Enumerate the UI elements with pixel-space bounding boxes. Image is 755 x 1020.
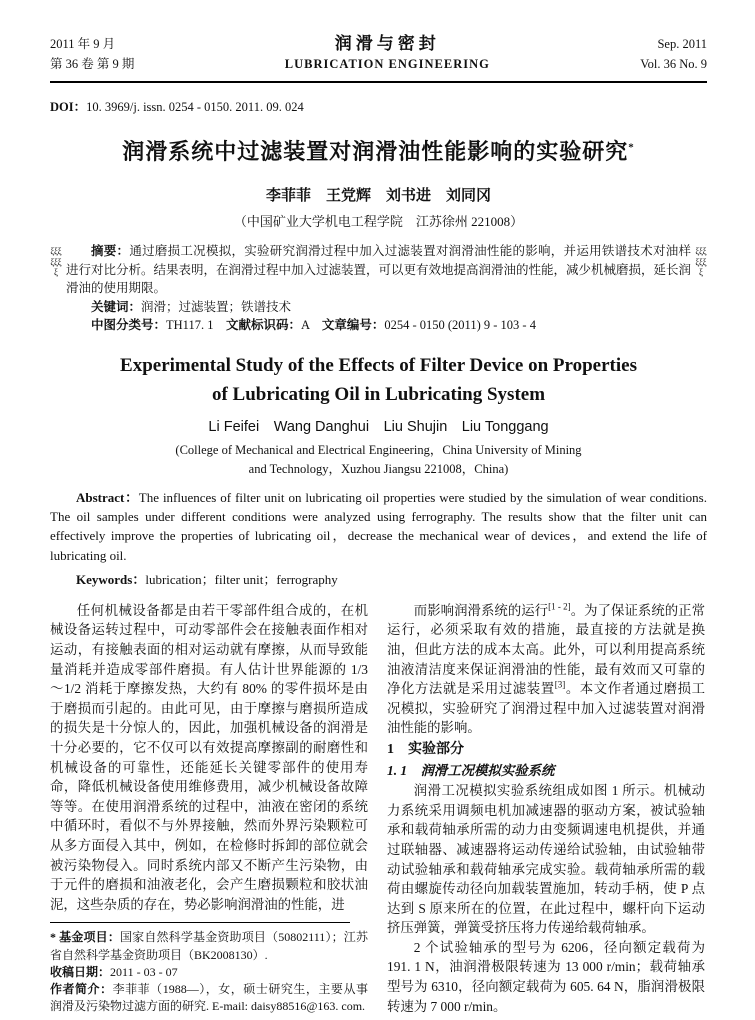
journal-date-cn: 2011 年 9 月 bbox=[50, 37, 116, 51]
footnote-bio bbox=[50, 981, 368, 1016]
article-title-en-line2: of Lubricating Oil in Lubricating System bbox=[211, 383, 546, 405]
decorative-squiggle-right-icon: ξξξξξξξ bbox=[695, 246, 707, 277]
abstract-paragraph-cn bbox=[66, 242, 691, 298]
keywords-text-cn: 润滑；过滤装置；铁谱技术 bbox=[141, 299, 292, 314]
article-id-value: 0254 - 0150 (2011) 9 - 103 - 4 bbox=[384, 318, 536, 333]
section-1-1-paragraph-2: 2 个试验轴承的型号为 6206，径向额定载荷为 191. 1 N，油润滑极限转速为 13 000 r/min；载荷轴承型号为 6310，径向额定载荷为 605. 64 N，脂润滑极限转速为 7 000 r/min。 bbox=[387, 939, 705, 1014]
journal-issue-en: Vol. 36 No. 9 bbox=[640, 57, 707, 71]
footnote-fund bbox=[50, 929, 368, 964]
body-text-a: 而影响润滑系统的运行 bbox=[413, 602, 549, 618]
body-text-b: 。为了保证系统的正常运行，必须采取有效的措施，最直接的方法就是换油，但此方法的成本太高。此外，可以利用提高系统油液清洁度来保证润滑油的性能，最有效而又可靠的净化方法就是采用过滤装置 bbox=[387, 602, 705, 697]
journal-issue-cn: 第 36 卷 第 9 期 bbox=[50, 57, 135, 71]
footnote-fund-label: * 基金项目： bbox=[50, 930, 121, 945]
article-id-label: 文章编号： bbox=[321, 318, 385, 333]
footnote-divider bbox=[50, 922, 350, 923]
abstract-label-en: Abstract： bbox=[76, 489, 139, 505]
keywords-label-cn: 关键词： bbox=[91, 299, 142, 314]
reference-citation-1: [1 - 2] bbox=[548, 601, 571, 612]
footnote-bio-label: 作者简介： bbox=[50, 982, 113, 997]
footnote-received-label: 收稿日期： bbox=[50, 964, 111, 979]
doc-code-label: 文献标识码： bbox=[225, 318, 301, 333]
authors-cn: 李菲菲 王党辉 刘书进 刘同冈 bbox=[265, 188, 491, 204]
abstract-block-en bbox=[50, 488, 707, 565]
footnote-received-value: 2011 - 03 - 07 bbox=[110, 964, 178, 979]
journal-header-right bbox=[640, 34, 707, 74]
journal-header-left bbox=[50, 34, 134, 74]
doi-label: DOI： bbox=[50, 100, 87, 114]
clc-value: TH117. 1 bbox=[166, 318, 226, 333]
journal-header-center bbox=[134, 34, 640, 74]
keywords-label-en: Keywords： bbox=[76, 571, 146, 587]
section-1-1-heading: 1. 1 润滑工况模拟实验系统 bbox=[387, 762, 555, 778]
keywords-line-en bbox=[50, 569, 707, 588]
journal-date-en: Sep. 2011 bbox=[657, 37, 707, 51]
article-title-cn bbox=[50, 135, 707, 166]
section-1-heading: 1 实验部分 bbox=[387, 741, 464, 757]
body-columns bbox=[50, 601, 707, 1016]
affiliation-en bbox=[50, 441, 707, 479]
section-1-1-paragraph-1: 润滑工况模拟实验系统组成如图 1 所示。机械动力系统采用调频电机加减速器的驱动方案，被试验轴承和载荷轴承所需的动力由变频调速电机提供，并通过联轴器、减速器将运动传递给试验轴，由试验轴带动试验轴承和载荷轴承完成实验。载荷轴承所需的载荷由螺旋传动径向加载装置施加，转动手柄，使 P 点达到 S 原来所在的位置，在此过程中，螺杆向下运动挤压弹簧，弹簧受挤压将力传递给载荷轴承。 bbox=[387, 783, 705, 936]
body-text-c: 。本文作者通过磨损工况模拟，实验研究了润滑过程中加入过滤装置对润滑油性能的影响。 bbox=[387, 681, 706, 736]
authors-en: Li Feifei Wang Danghui Liu Shujin Liu Tonggang bbox=[208, 418, 549, 435]
affiliation-en-line1: (College of Mechanical and Electrical Engineering，China University of Mining bbox=[175, 442, 582, 457]
article-title-en-line1: Experimental Study of the Effects of Filter Device on Properties bbox=[120, 354, 637, 376]
right-column bbox=[387, 601, 705, 1016]
footnote-fund-text: 国家自然科学基金资助项目（50802111）；江苏省自然科学基金资助项目（BK2008130）. bbox=[50, 930, 368, 962]
footnote-block bbox=[50, 922, 368, 1015]
abstract-label-cn: 摘要： bbox=[91, 244, 130, 258]
abstract-paragraph-en bbox=[50, 488, 707, 565]
clc-label: 中图分类号： bbox=[91, 318, 167, 333]
abstract-text-cn: 通过磨损工况模拟，实验研究润滑过程中加入过滤装置对润滑油性能的影响，并运用铁谱技术对油样进行对比分析。结果表明，在润滑过程中加入过滤装置，可以更有效地提高润滑油的性能，减少机械磨损，延长润滑油的使用期限。 bbox=[66, 244, 692, 296]
abstract-block-cn bbox=[50, 242, 707, 335]
article-title-en bbox=[50, 351, 707, 409]
reference-citation-2: [3] bbox=[554, 679, 566, 690]
body-paragraph-intro: 任何机械设备都是由若干零部件组合成的，在机械设备运转过程中，可动零部件会在接触表面作相对运动，有接触表面的相对运动就有摩擦，从而导致能量消耗并造成零部件磨损。有人估计世界能源的 1/3 ～1/2 消耗于摩擦发热，大约有 80% 的零件损坏是由于磨损而引起的。由此可见，由于摩擦与磨损所造成的损失是十分惊人的，因此，加强机械设备的润滑是十分必要的，它不仅可以有效提高摩擦副的耐磨性和机械设备的可靠性，还能延长关键零部件的使用寿命，降低机械设备使用维修费用，减少机械设备故障等等。在使用润滑系统的过程中，油液在密闭的系统中循环时，看似不与外界接触，然而外界污染颗粒可从多方面侵入其中，例如，在检修时拆卸的部位就会被污染物侵入。同时系统内部又不断产生污染物，由于元件的磨损和油液老化，会产生磨损颗粒和胶状油泥，这些杂质的存在，势必影响润滑油的性能，进 bbox=[50, 602, 368, 912]
abstract-text-en: The influences of filter unit on lubricating oil properties were studied by the simulation of wear conditions. The oil samples under different conditions were analyzed using ferrography. The results show that the filter unit can effectively improve the properties of lubricating oil，decrease the mechanical wear of devices，and extend the life of lubricating oil. bbox=[50, 489, 707, 563]
footnote-received bbox=[50, 964, 368, 981]
keywords-text-en: lubrication；filter unit；ferrography bbox=[145, 571, 338, 587]
abstract-body-cn bbox=[62, 242, 695, 335]
affiliation-cn: （中国矿业大学机电工程学院 江苏徐州 221008） bbox=[233, 214, 524, 229]
decorative-squiggle-left-icon: ξξξξξξξ bbox=[50, 246, 62, 277]
doi-value: 10. 3969/j. issn. 0254 - 0150. 2011. 09. 024 bbox=[86, 100, 304, 114]
title-footnote-marker: * bbox=[628, 141, 635, 154]
footnote-bio-text: 李菲菲（1988—），女，硕士研究生，主要从事润滑及污染物过滤方面的研究. E-mail: daisy88516@163. com. bbox=[50, 982, 368, 1014]
article-title-cn-text: 润滑系统中过滤装置对润滑油性能影响的实验研究 bbox=[122, 139, 629, 164]
doi-line bbox=[50, 97, 707, 115]
classification-line bbox=[66, 316, 691, 335]
affiliation-en-line2: and Technology，Xuzhou Jiangsu 221008，China) bbox=[248, 461, 509, 476]
journal-title-cn: 润滑与密封 bbox=[334, 34, 440, 53]
keywords-line-cn bbox=[66, 298, 691, 317]
journal-title-en: LUBRICATION ENGINEERING bbox=[284, 57, 490, 71]
journal-header bbox=[50, 34, 707, 83]
left-column bbox=[50, 601, 368, 1016]
body-paragraph-continued bbox=[387, 601, 705, 738]
doc-code-value: A bbox=[300, 318, 322, 333]
